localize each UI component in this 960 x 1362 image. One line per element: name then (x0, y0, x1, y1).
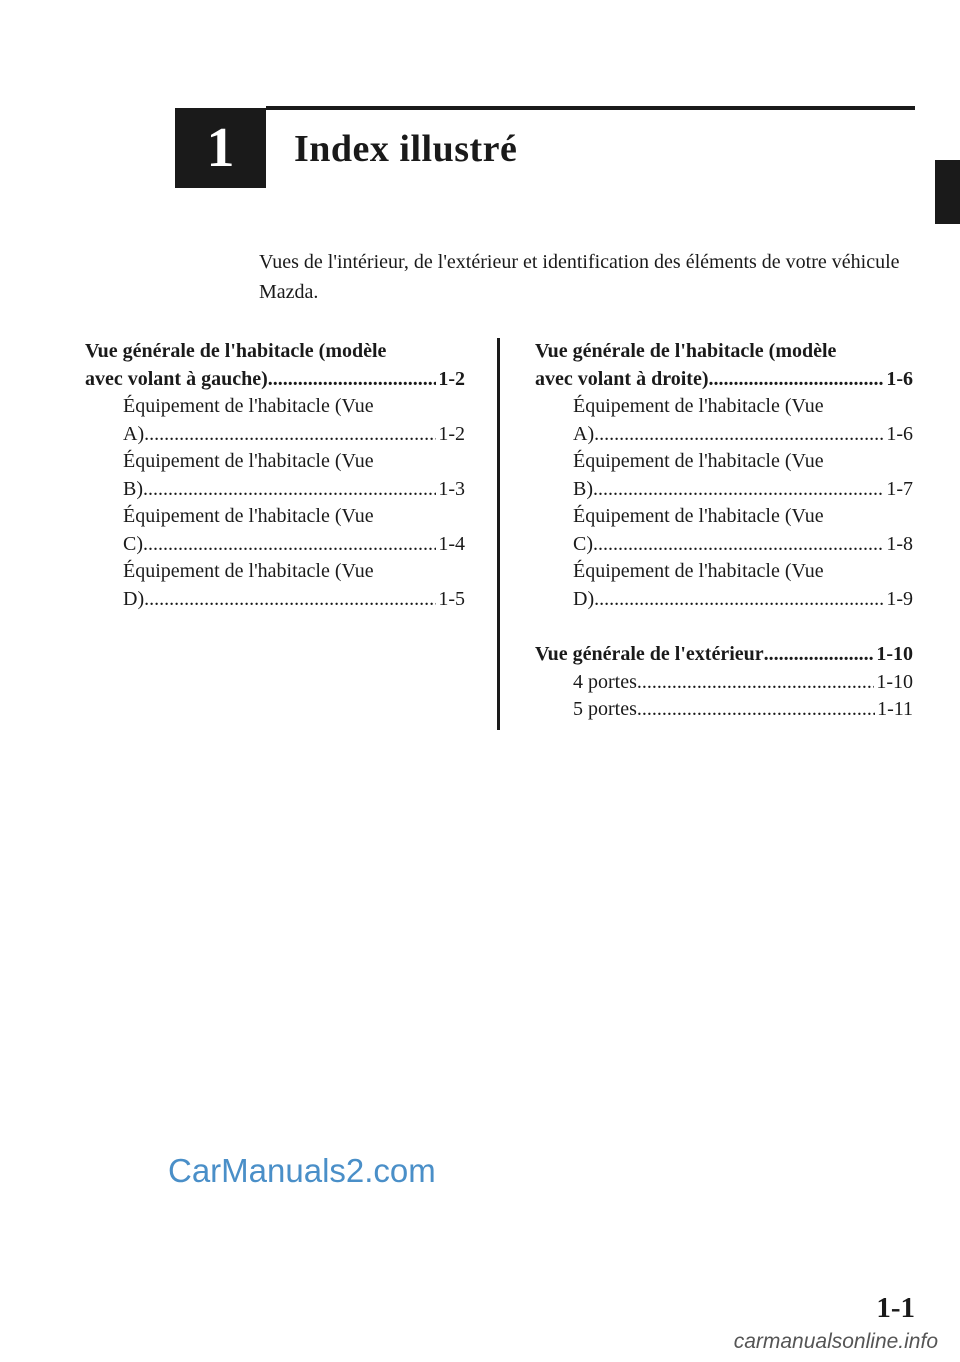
toc-entry-lead-line (535, 366, 913, 394)
toc-entry-title: Équipement de l'habitacle (Vue (573, 395, 824, 417)
toc-entry-title: avec volant à gauche) (85, 367, 268, 390)
toc-entry[interactable] (85, 393, 465, 448)
toc-right-column (535, 338, 913, 724)
toc-entry-title: A) (573, 422, 595, 445)
toc-entry-line (123, 393, 465, 421)
toc-entry-lead-line (573, 669, 913, 697)
toc-entry-line (123, 503, 465, 531)
toc-entry-line (85, 338, 465, 366)
toc-entry-page: 1-9 (886, 587, 913, 610)
toc-entry-page: 1-5 (438, 587, 465, 610)
toc-entry[interactable] (535, 669, 913, 697)
toc-entry-page: 1-10 (876, 643, 913, 665)
chapter-number: 1 (206, 117, 235, 179)
toc-entry[interactable] (535, 393, 913, 448)
toc-entry-title: 4 portes (573, 670, 637, 693)
chapter-title: Index illustré (294, 128, 518, 170)
toc-entry[interactable] (85, 558, 465, 613)
toc-entry-title: Vue générale de l'extérieur (535, 643, 764, 665)
toc-entry-line (123, 448, 465, 476)
toc-entry-title: Équipement de l'habitacle (Vue (123, 560, 374, 582)
toc-entry-line (573, 503, 913, 531)
dot-leader (268, 366, 437, 394)
toc-entry-lead-line (123, 476, 465, 504)
toc-entry-page: 1-8 (886, 532, 913, 555)
toc-entry-page: 1-7 (886, 477, 913, 500)
toc-entry-lead-line (123, 421, 465, 449)
toc-entry-line (573, 558, 913, 586)
dot-leader (709, 366, 885, 394)
title-rule (266, 106, 915, 110)
toc-entry-title: Vue générale de l'habitacle (modèle (85, 340, 387, 362)
toc-entry-lead-line (85, 366, 465, 394)
dot-leader (637, 696, 875, 724)
toc-entry[interactable] (85, 338, 465, 393)
toc-entry-title: B) (123, 477, 143, 500)
toc-entry-title: Équipement de l'habitacle (Vue (573, 450, 824, 472)
toc-left-column (85, 338, 465, 613)
chapter-side-tab (935, 160, 960, 224)
dot-leader (764, 641, 875, 669)
toc-entry-page: 1-6 (886, 422, 913, 445)
toc-entry-line (573, 393, 913, 421)
toc-gap (535, 613, 913, 641)
intro-text: Vues de l'intérieur, de l'extérieur et identification des éléments de votre véhicule Mazda. (259, 251, 900, 303)
chapter-number-box (175, 108, 266, 188)
toc-entry-lead-line (573, 476, 913, 504)
toc-entry[interactable] (535, 503, 913, 558)
dot-leader (594, 421, 884, 449)
toc-entry[interactable] (535, 641, 913, 669)
toc-entry[interactable] (535, 696, 913, 724)
toc-entry[interactable] (535, 338, 913, 393)
toc-entry-line (535, 338, 913, 366)
toc-entry-page: 1-11 (877, 698, 913, 720)
toc-entry-title: Équipement de l'habitacle (Vue (123, 395, 374, 417)
toc-entry-lead-line (573, 531, 913, 559)
toc-entry-page: 1-3 (438, 477, 465, 500)
toc-entry[interactable] (85, 448, 465, 503)
toc-entry-title: 5 portes (573, 698, 637, 720)
toc-entry-title: B) (573, 477, 593, 500)
toc-entry-lead-line (573, 586, 913, 614)
column-divider (497, 338, 500, 730)
footer-site: carmanualsonline.info (733, 1330, 938, 1353)
toc-entry-title: Équipement de l'habitacle (Vue (123, 450, 374, 472)
dot-leader (144, 586, 436, 614)
toc-entry-title: A) (123, 422, 145, 445)
toc-entry-page: 1-2 (438, 422, 465, 445)
toc-entry-lead-line (573, 696, 913, 724)
dot-leader (593, 531, 884, 559)
toc-entry-page: 1-4 (438, 532, 465, 555)
toc-entry-title: D) (123, 587, 145, 610)
dot-leader (143, 476, 436, 504)
toc-entry-title: Vue générale de l'habitacle (modèle (535, 340, 837, 362)
page-number: 1-1 (876, 1292, 915, 1324)
toc-entry-title: C) (123, 532, 143, 555)
toc-entry-page: 1-2 (438, 367, 465, 390)
dot-leader (143, 531, 436, 559)
toc-entry-title: avec volant à droite) (535, 367, 709, 390)
toc-entry-page: 1-6 (886, 367, 913, 390)
dot-leader (594, 586, 884, 614)
dot-leader (593, 476, 884, 504)
toc-entry-page: 1-10 (876, 670, 913, 693)
toc-entry-line (123, 558, 465, 586)
dot-leader (637, 669, 874, 697)
toc-entry[interactable] (535, 558, 913, 613)
toc-entry-lead-line (535, 641, 913, 669)
watermark-logo: CarManuals2.com (168, 1152, 436, 1189)
toc-entry-line (573, 448, 913, 476)
dot-leader (144, 421, 436, 449)
toc-entry-title: C) (573, 532, 593, 555)
toc-entry-title: Équipement de l'habitacle (Vue (123, 505, 374, 527)
toc-entry-title: D) (573, 587, 595, 610)
toc-entry[interactable] (85, 503, 465, 558)
toc-entry-title: Équipement de l'habitacle (Vue (573, 560, 824, 582)
toc-entry-lead-line (123, 586, 465, 614)
toc-entry-lead-line (123, 531, 465, 559)
toc-entry-title: Équipement de l'habitacle (Vue (573, 505, 824, 527)
toc-entry[interactable] (535, 448, 913, 503)
toc-entry-lead-line (573, 421, 913, 449)
